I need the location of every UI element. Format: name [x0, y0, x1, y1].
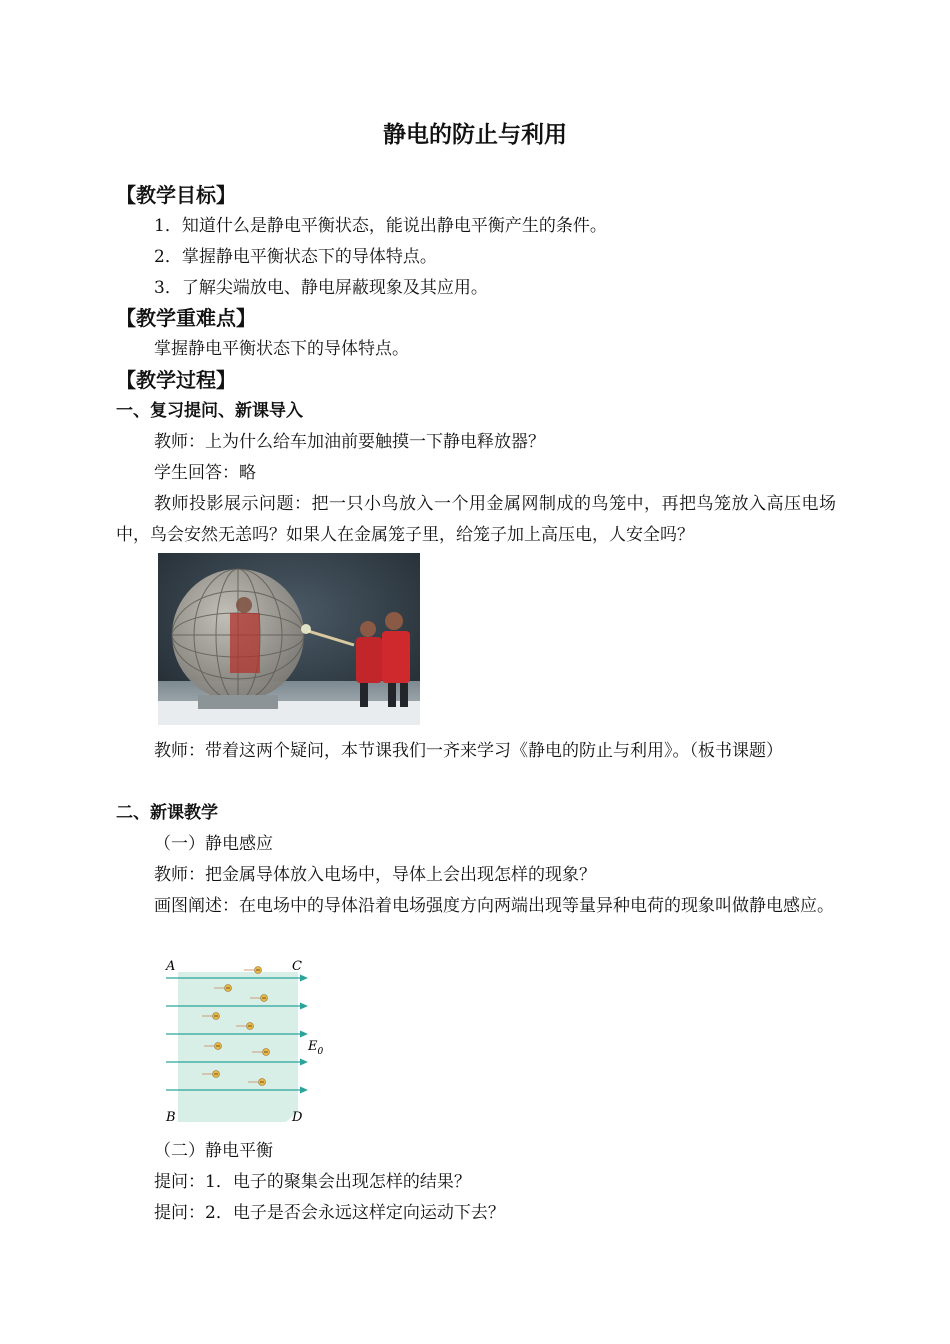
induction-figure [158, 950, 338, 1130]
field-arrowhead [300, 1003, 308, 1010]
keypoints-heading: 【教学重难点】 [116, 306, 256, 330]
person-one [356, 637, 382, 683]
induction-explanation: 画图阐述：在电场中的导体沿着电场强度方向两端出现等量异种电荷的现象叫做静电感应。 [154, 896, 834, 916]
projection-paragraph: 教师投影展示问题：把一只小鸟放入一个用金属网制成的鸟笼中，再把鸟笼放入高压电场中，鸟会安然无恙吗？如果人在金属笼子里，给笼子加上高压电，人安全吗？ [116, 494, 836, 545]
teacher-question-2: 教师：把金属导体放入电场中，导体上会出现怎样的现象？ [154, 865, 596, 885]
field-arrowhead [300, 1059, 308, 1066]
objective-item-1: 1．知道什么是静电平衡状态，能说出静电平衡产生的条件。 [154, 216, 607, 236]
objective-item-3: 3．了解尖端放电、静电屏蔽现象及其应用。 [154, 278, 488, 298]
label-c: C [292, 959, 302, 974]
question-1: 提问：1．电子的聚集会出现怎样的结果？ [154, 1172, 471, 1192]
subsection-electrostatic-induction: （一）静电感应 [154, 834, 273, 854]
label-a: A [166, 959, 176, 974]
person-two [382, 631, 410, 683]
page-title: 静电的防止与利用 [383, 122, 567, 148]
label-e0: $E_0$ [308, 1039, 324, 1057]
keypoints-text: 掌握静电平衡状态下的导体特点。 [154, 339, 409, 359]
faraday-cage-photo [158, 553, 420, 725]
objectives-heading: 【教学目标】 [116, 183, 236, 207]
photo-platform [158, 701, 420, 725]
field-arrowhead [300, 975, 308, 982]
field-arrowhead [300, 1087, 308, 1094]
question-2: 提问：2．电子是否会永远这样定向运动下去？ [154, 1203, 505, 1223]
field-arrowhead [300, 1031, 308, 1038]
person-inside-cage [230, 613, 260, 673]
objective-item-2: 2．掌握静电平衡状态下的导体特点。 [154, 247, 437, 267]
label-d: D [292, 1110, 303, 1125]
section2-heading: 二、新课教学 [116, 803, 218, 823]
process-heading: 【教学过程】 [116, 368, 236, 392]
teacher-question: 教师：上为什么给车加油前要触摸一下静电释放器？ [154, 432, 545, 452]
conductor-slab [178, 972, 298, 1122]
section1-heading: 一、复习提问、新课导入 [116, 401, 303, 421]
sphere-stand [198, 695, 278, 709]
label-b: B [166, 1110, 176, 1125]
teacher-intro-paragraph: 教师：带着这两个疑问，本节课我们一齐来学习《静电的防止与利用》。（板书课题） [154, 741, 783, 761]
subsection-electrostatic-equilibrium: （二）静电平衡 [154, 1141, 273, 1161]
student-answer: 学生回答：略 [154, 463, 256, 483]
